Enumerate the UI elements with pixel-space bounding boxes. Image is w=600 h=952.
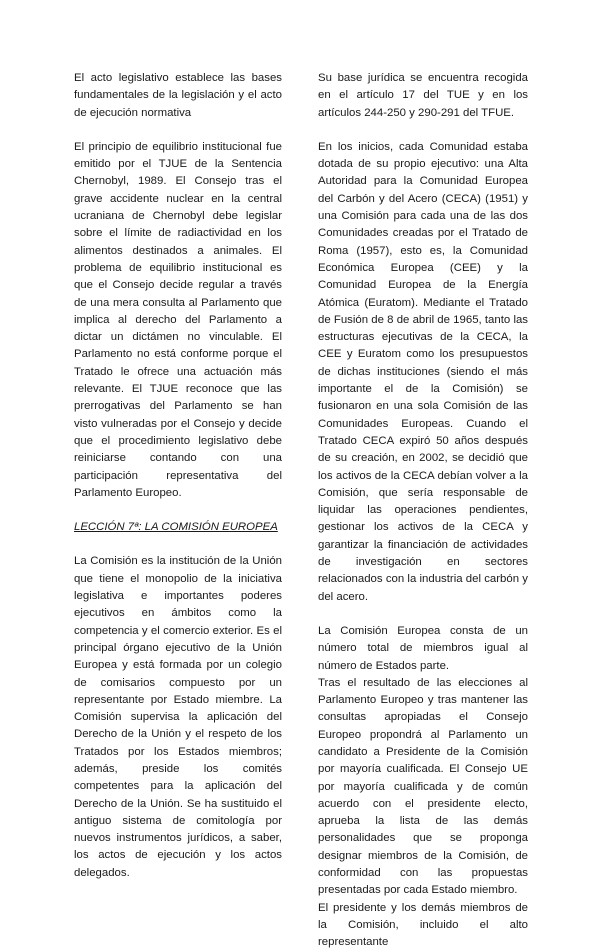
paragraph-legislative-act: El acto legislativo establece las bases fundamentales de la legislación y el acto de ejecución normativa: [74, 72, 282, 119]
paragraph-composition: La Comisión Europea consta de un número total de miembros igual al número de Estados parte.: [318, 624, 528, 672]
paragraph-history: En los inicios, cada Comunidad estaba dotada de su propio ejecutivo: una Alta Autoridad para la Comunidad Europea del Carbón y del Acero (CECA) (1951) y una Comisión para cada una de las dos Comunidades creadas por el Tratado de Roma (1957), esto es, la Comunidad Económica Europea (CEE) y la Comunidad Europea de la Energía Atómica (Euratom). Mediante el Tratado de Fusión de 8 de abril de 1965, tanto las estructuras ejecutivas de la CECA, la CEE y Euratom como los presupuestos de dichas instituciones (siendo el más importante el de la Comisión) se fusionaron en una sola Comisión de las Comunidades Europeas. Cuando el Tratado CECA expiró 50 años después de su creación, en 2002, se decidió que los activos de la CECA debían volver a la Comisión, que sería responsable de liquidar las operaciones pendientes, gestionar los activos de la CECA y garantizar la financiación de actividades de investigación en sectores relacionados con la industria del carbón y del acero.: [318, 140, 528, 603]
paragraph-legal-basis: Su base jurídica se encuentra recogida en el artículo 17 del TUE y en los artículos 244-250 y 290-291 del TFUE.: [318, 72, 528, 119]
paragraph-chernobyl-ruling: El principio de equilibrio institucional fue emitido por el TJUE de la Sentencia Chernobyl, 1989. El Consejo tras el grave accidente nuclear en la central ucraniana de Chernobyl debe legislar sobre el límite de radiactividad en los alimentos destinados a animales. El problema de equilibrio institucional es que el Consejo decide regular a través de una mera consulta al Parlamento que implica al derecho del Parlamento a dictar un dictámen no vinculable. El Parlamento no está conforme porque el Tratado le ofrece una actuación más relevante. El TJUE reconoce que las prerrogativas del Parlamento se han visto vulneradas por el Consejo y decide que el procedimiento legislativo debe reiniciarse contando con una participación representativa del Parlamento Europeo.: [74, 140, 282, 499]
left-column: [74, 70, 282, 882]
right-column: [318, 70, 528, 952]
paragraph-election: Tras el resultado de las elecciones al Parlamento Europeo y tras mantener las consultas apropiadas el Consejo Europeo propondrá al Parlamento un candidato a Presidente de la Comisión por mayoría cualificada. El Consejo UE por mayoría cualificada y de común acuerdo con el presidente electo, aprueba la lista de las demás personalidades que se proponga designar miembros de la Comisión, de conformidad con las propuestas presentadas por cada Estado miembro.: [318, 676, 528, 897]
paragraph-commission-definition: La Comisión es la institución de la Unión que tiene el monopolio de la iniciativa legislativa e importantes poderes ejecutivos en ámbitos como la competencia y el comercio exterior. Es el principal órgano ejecutivo de la Unión Europea y está formada por un colegio de comisarios compuesto por un representante por Estado miembre. La Comisión supervisa la aplicación del Derecho de la Unión y el respeto de los Tratados por los Estados miembros; además, preside los comités competentes para la aplicación del Derecho de la Unión. Se ha sustituido el antiguo sistema de comitología por nuevos instrumentos jurídicos, a saber, los actos de ejecución y los actos delegados.: [74, 555, 282, 879]
paragraph-president-members: El presidente y los demás miembros de la Comisión, incluido el alto representante: [318, 901, 528, 949]
section-heading: LECCIÓN 7ª: LA COMISIÓN EUROPEA: [74, 521, 278, 534]
